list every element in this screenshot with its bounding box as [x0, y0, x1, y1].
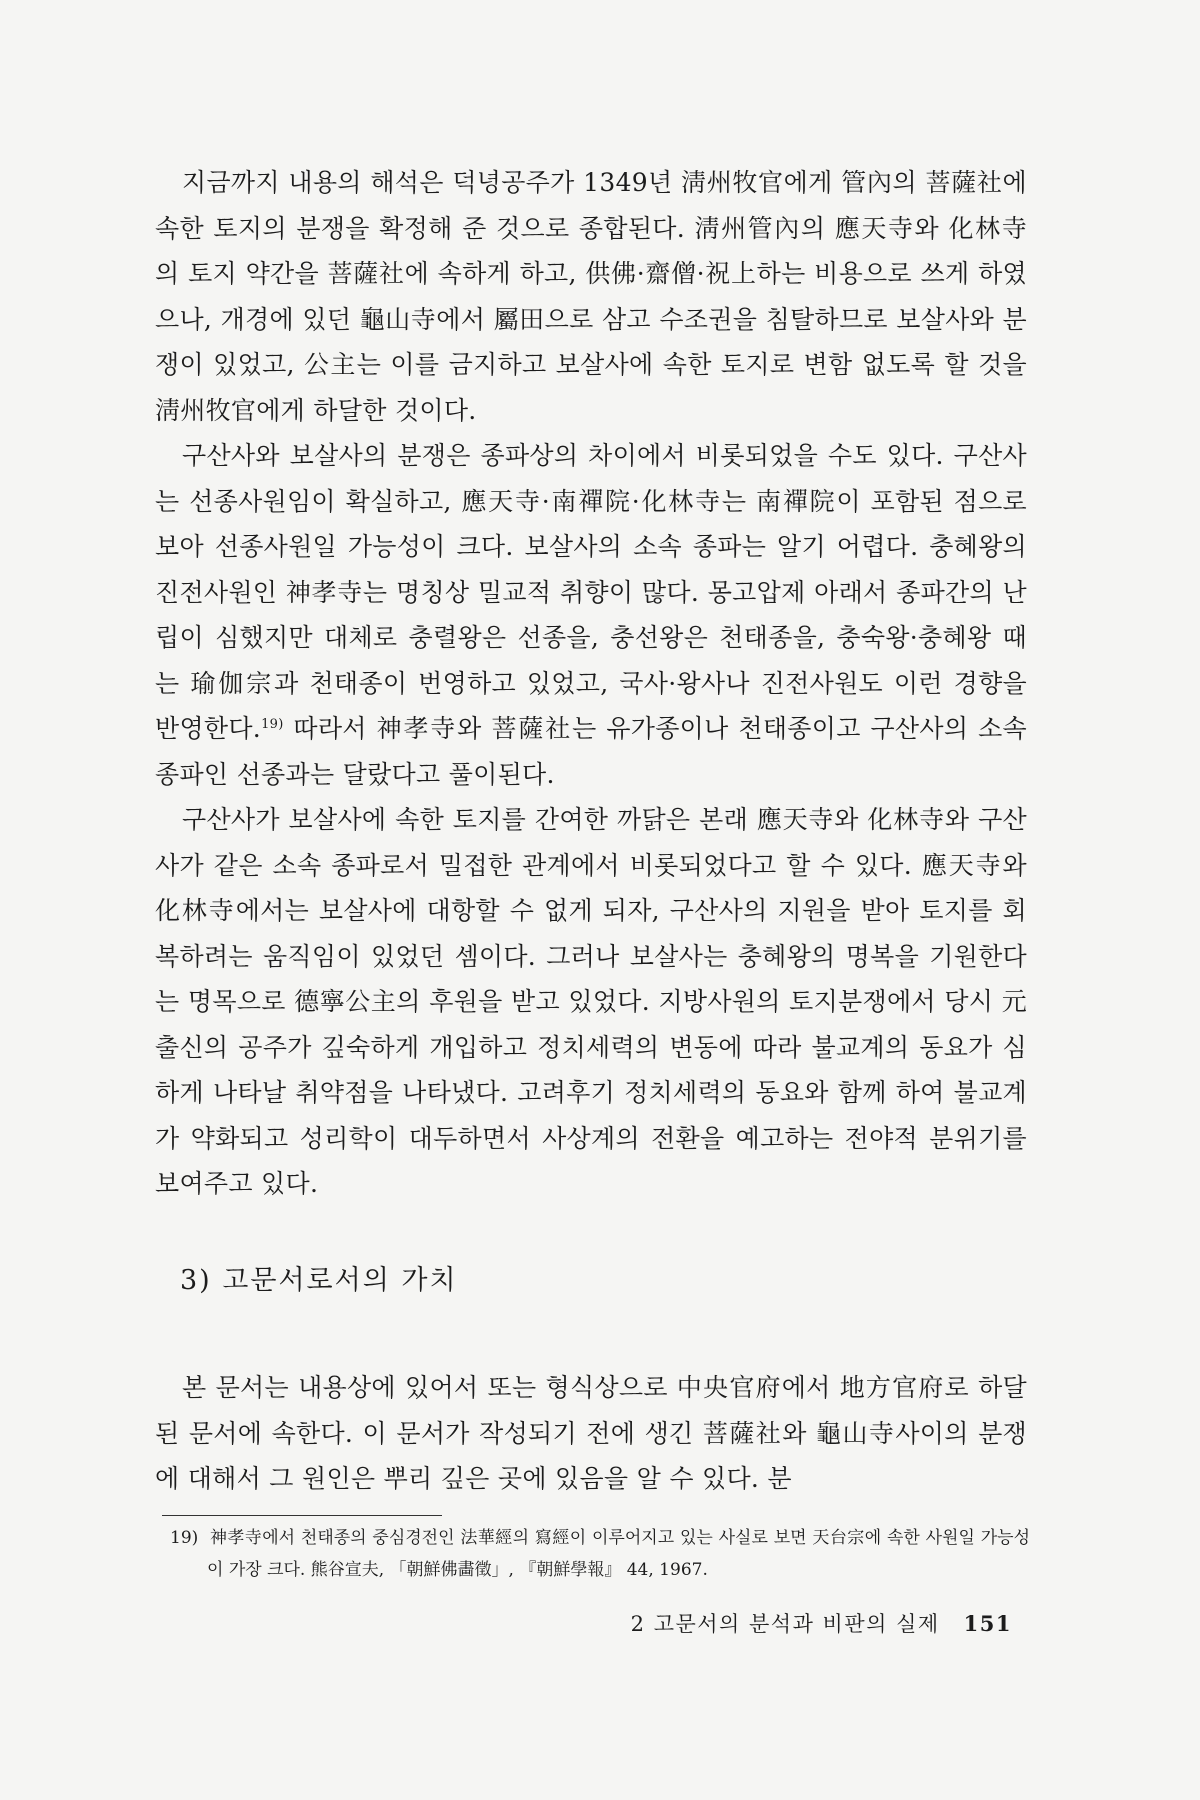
section-heading: 3) 고문서로서의 가치: [180, 1265, 458, 1296]
footnote: [170, 1522, 1030, 1586]
paragraph-2-text-continued: 따라서 神孝寺와 菩薩社는 유가종이나 천태종이고 구산사의 소속종파인 선종과는 달랐다고 풀이된다.: [155, 714, 1027, 789]
section-paragraph: 본 문서는 내용상에 있어서 또는 형식상으로 中央官府에서 地方官府로 하달된 문서에 속한다. 이 문서가 작성되기 전에 생긴 菩薩社와 龜山寺사이의 분쟁에 대해서 그 원인은 뿌리 깊은 곳에 있음을 알 수 있다. 분: [155, 1373, 1027, 1493]
footnote-divider: [162, 1515, 442, 1516]
footnote-text: 神孝寺에서 천태종의 중심경전인 法華經의 寫經이 이루어지고 있는 사실로 보면 天台宗에 속한 사원일 가능성이 가장 크다. 熊谷宣夫, 「朝鮮佛畵徵」, 『朝鮮學報』 44, 1967.: [207, 1528, 1030, 1580]
paragraph-2-text: 구산사와 보살사의 분쟁은 종파상의 차이에서 비롯되었을 수도 있다. 구산사는 선종사원임이 확실하고, 應天寺·南禪院·化林寺는 南禪院이 포함된 점으로 보아 선종사원일 가능성이 크다. 보살사의 소속 종파는 알기 어렵다. 충혜왕의 진전사원인 神孝寺는 명칭상 밀교적 취향이 많다. 몽고압제 아래서 종파간의 난립이 심했지만 대체로 충렬왕은 선종을, 충선왕은 천태종을, 충숙왕·충혜왕 때는 瑜伽宗과 천태종이 번영하고 있었고, 국사·왕사나 진전사원도 이런 경향을 반영한다.: [155, 441, 1027, 743]
running-footer: [631, 1608, 1012, 1638]
main-text-block: [155, 160, 1027, 1207]
paragraph-2: [155, 433, 1027, 797]
footnote-number: 19): [170, 1528, 199, 1548]
section-text-block: [155, 1365, 1027, 1502]
paragraph-1: 지금까지 내용의 해석은 덕녕공주가 1349년 淸州牧官에게 管內의 菩薩社에 속한 토지의 분쟁을 확정해 준 것으로 종합된다. 淸州管內의 應天寺와 化林寺의 토지 약간을 菩薩社에 속하게 하고, 供佛·齋僧·祝上하는 비용으로 쓰게 하였으나, 개경에 있던 龜山寺에서 屬田으로 삼고 수조권을 침탈하므로 보살사와 분쟁이 있었고, 公主는 이를 금지하고 보살사에 속한 토지로 변함 없도록 할 것을 淸州牧官에게 하달한 것이다.: [155, 168, 1027, 425]
page-number: 151: [963, 1611, 1012, 1636]
paragraph-3: 구산사가 보살사에 속한 토지를 간여한 까닭은 본래 應天寺와 化林寺와 구산사가 같은 소속 종파로서 밀접한 관계에서 비롯되었다고 할 수 있다. 應天寺와 化林寺에서는 보살사에 대항할 수 없게 되자, 구산사의 지원을 받아 토지를 회복하려는 움직임이 있었던 셈이다. 그러나 보살사는 충혜왕의 명복을 기원한다는 명목으로 德寧公主의 후원을 받고 있었다. 지방사원의 토지분쟁에서 당시 元출신의 공주가 깊숙하게 개입하고 정치세력의 변동에 따라 불교계의 동요가 심하게 나타날 취약점을 나타냈다. 고려후기 정치세력의 동요와 함께 하여 불교계가 약화되고 성리학이 대두하면서 사상계의 전환을 예고하는 전야적 분위기를 보여주고 있다.: [155, 805, 1027, 1198]
footnote-reference[interactable]: 19): [261, 717, 284, 732]
footnote-body: [170, 1522, 1030, 1586]
footer-chapter-title: 2 고문서의 분석과 비판의 실제: [630, 1612, 940, 1636]
